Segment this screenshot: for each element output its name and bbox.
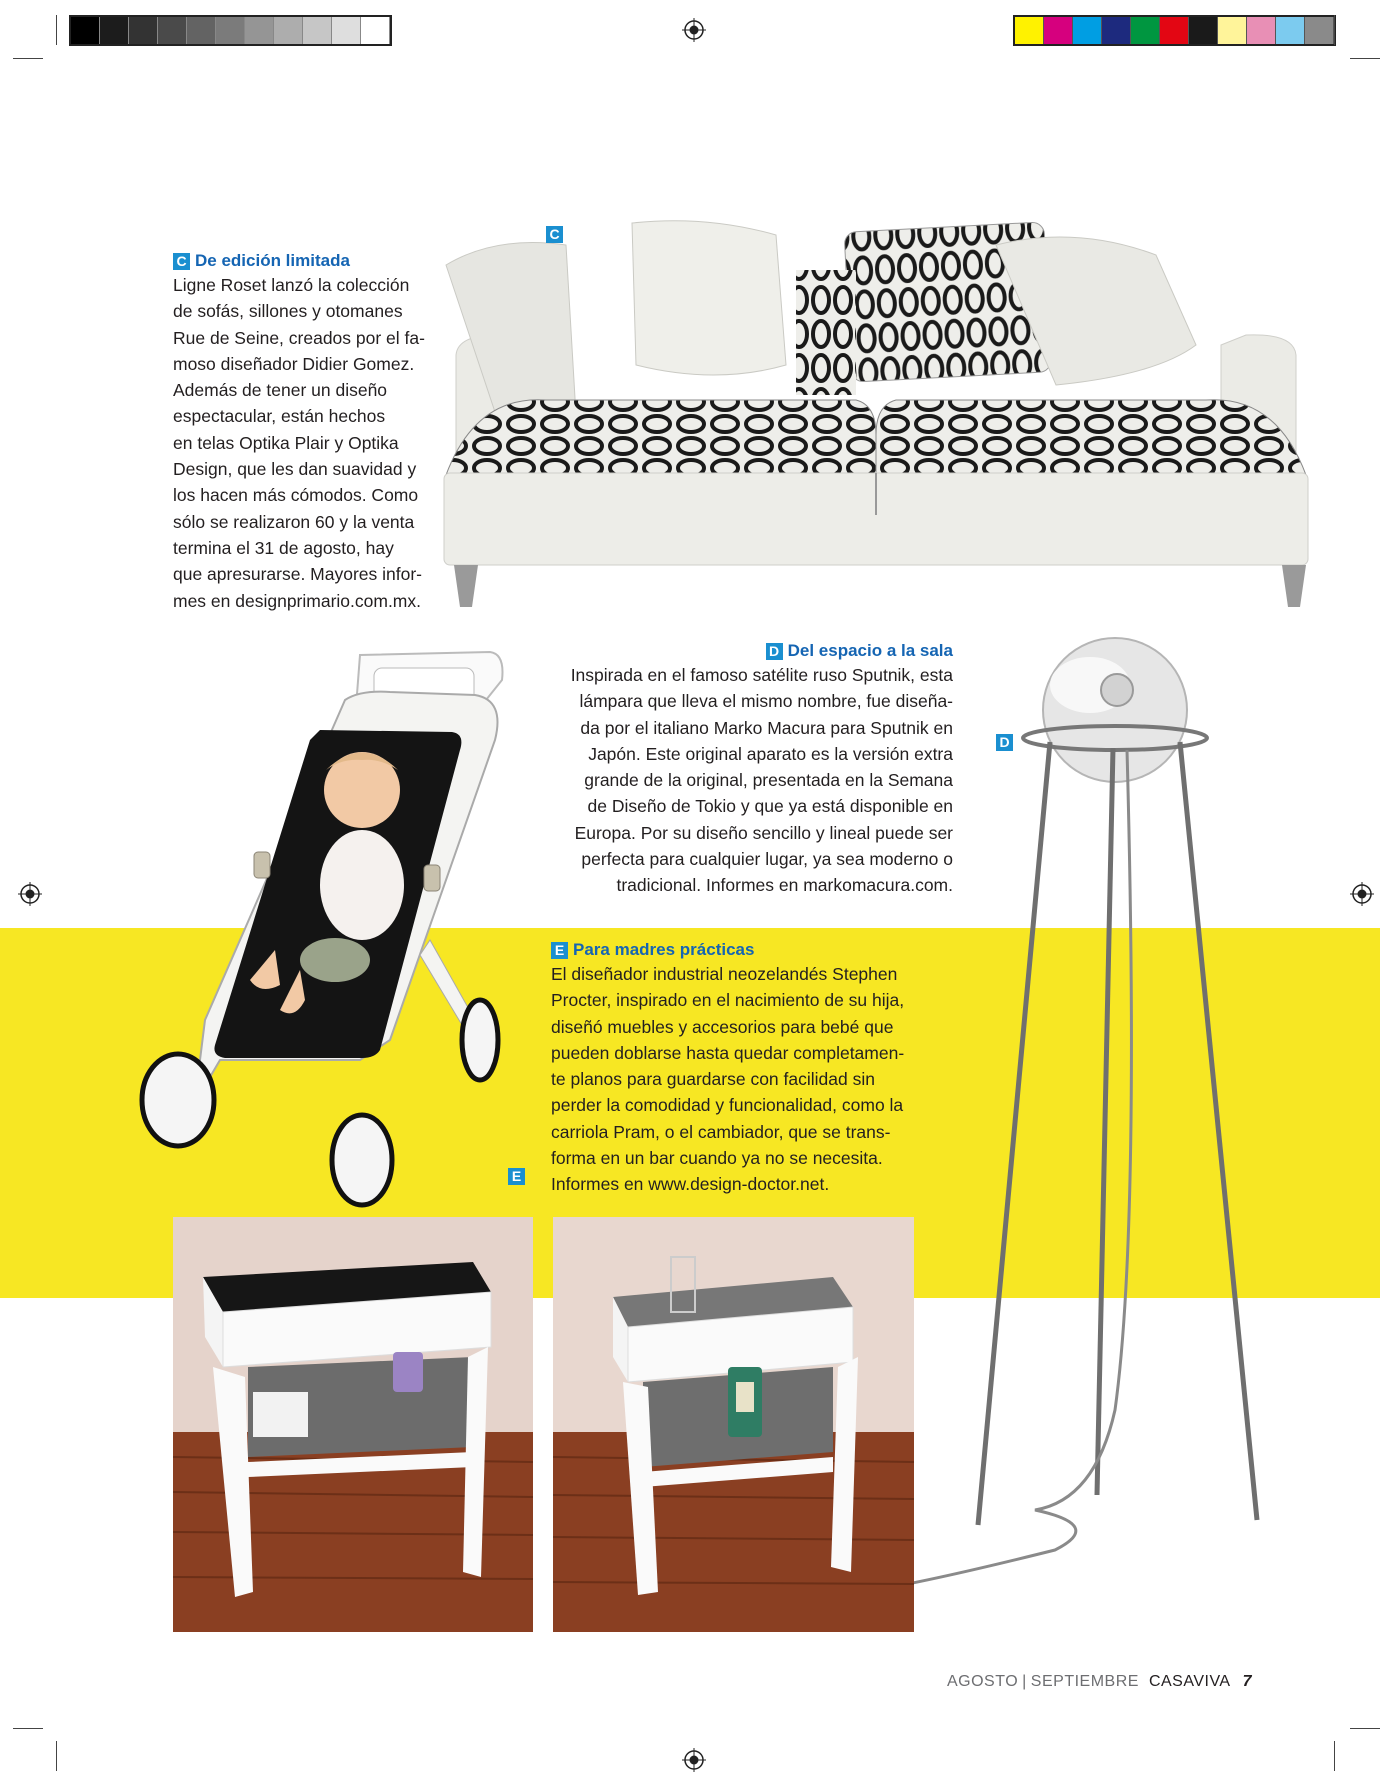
text-line: termina el 31 de agosto, hay	[173, 537, 394, 558]
crop-mark	[1350, 1728, 1380, 1729]
color-swatch	[1189, 17, 1218, 44]
text-line: El diseñador industrial neozelandés Stephen	[551, 964, 898, 984]
section-d-title: Del espacio a la sala	[787, 641, 953, 660]
text-line: Europa. Por su diseño sencillo y lineal puede ser	[574, 822, 953, 843]
badge-e-icon: E	[551, 942, 568, 959]
crop-mark	[13, 1728, 43, 1729]
bar-table-photo	[553, 1217, 914, 1632]
color-swatch	[1160, 17, 1189, 44]
text-line: moso diseñador Didier Gomez.	[173, 353, 415, 374]
color-swatch	[1073, 17, 1102, 44]
section-e-body	[551, 961, 931, 1198]
changing-table-photo	[173, 1217, 533, 1632]
text-line: de sofás, sillones y otomanes	[173, 301, 403, 322]
color-swatch	[332, 17, 361, 44]
footer-magazine-name: CASAVIVA	[1148, 1673, 1231, 1690]
section-d-heading	[535, 640, 953, 662]
section-e-title: Para madres prácticas	[573, 940, 755, 959]
stroller-photo	[130, 640, 510, 1210]
color-swatch	[1218, 17, 1247, 44]
text-line: tradicional. Informes en markomacura.com.	[616, 875, 953, 896]
badge-e-icon: E	[508, 1168, 525, 1185]
color-swatch	[245, 17, 274, 44]
color-swatch	[274, 17, 303, 44]
color-swatch	[158, 17, 187, 44]
color-calibration-bar	[1013, 15, 1336, 46]
color-swatch	[1247, 17, 1276, 44]
registration-mark-icon	[18, 882, 42, 906]
footer-separator: |	[1022, 1673, 1027, 1690]
text-line: Procter, inspirado en el nacimiento de su hija,	[551, 990, 905, 1011]
sofa-photo	[436, 215, 1316, 630]
grayscale-calibration-bar	[69, 15, 392, 46]
text-line: perder la comodidad y funcionalidad, como la	[551, 1095, 904, 1116]
color-swatch	[1015, 17, 1044, 44]
text-line: Design, que les dan suavidad y	[173, 459, 417, 480]
color-swatch	[187, 17, 216, 44]
photo-label-d	[996, 734, 1013, 752]
text-line: forma en un bar cuando ya no se necesita.	[551, 1148, 883, 1169]
color-swatch	[303, 17, 332, 44]
text-line: en telas Optika Plair y Optika	[173, 432, 399, 453]
color-swatch	[361, 17, 390, 44]
color-swatch	[216, 17, 245, 44]
sputnik-lamp-photo	[895, 630, 1275, 1600]
text-line: los hacen más cómodos. Como	[173, 485, 419, 506]
photo-label-c	[546, 226, 563, 244]
section-c-article	[173, 250, 433, 614]
text-line: pueden doblarse hasta quedar completamen-	[551, 1042, 905, 1063]
registration-mark-icon	[1350, 882, 1374, 906]
text-line: perfecta para cualquier lugar, ya sea moderno o	[581, 849, 953, 870]
text-line: Inspirada en el famoso satélite ruso Sputnik, esta	[570, 665, 953, 685]
section-e-article	[551, 939, 931, 1198]
color-swatch	[1044, 17, 1073, 44]
text-line: te planos para guardarse con facilidad sin	[551, 1069, 875, 1090]
text-line: lámpara que lleva el mismo nombre, fue diseña-	[579, 691, 953, 712]
text-line: Rue de Seine, creados por el fa-	[173, 327, 425, 348]
section-c-heading	[173, 250, 433, 272]
badge-c-icon: C	[173, 253, 190, 270]
text-line: Japón. Este original aparato es la versión extra	[588, 743, 953, 764]
color-swatch	[1102, 17, 1131, 44]
text-line: Informes en www.design-doctor.net.	[551, 1174, 830, 1195]
page-number: 7	[1242, 1673, 1252, 1690]
color-swatch	[71, 17, 100, 44]
section-c-title: De edición limitada	[195, 251, 350, 270]
crop-mark	[1350, 58, 1380, 59]
photo-label-e	[508, 1168, 525, 1186]
section-e-heading	[551, 939, 931, 961]
text-line: grande de la original, presentada en la Semana	[584, 770, 953, 791]
text-line: de Diseño de Tokio y que ya está disponible en	[587, 796, 953, 817]
registration-mark-icon	[682, 1748, 706, 1772]
page-footer	[947, 1673, 1252, 1691]
section-c-body	[173, 272, 433, 614]
text-line: mes en designprimario.com.mx.	[173, 590, 421, 611]
color-swatch	[100, 17, 129, 44]
text-line: Ligne Roset lanzó la colección	[173, 275, 410, 295]
crop-mark	[1334, 15, 1335, 45]
text-line: carriola Pram, o el cambiador, que se trans-	[551, 1121, 891, 1142]
badge-d-icon: D	[996, 734, 1013, 751]
color-swatch	[129, 17, 158, 44]
crop-mark	[56, 1741, 57, 1771]
badge-c-icon: C	[546, 226, 563, 243]
color-swatch	[1276, 17, 1305, 44]
footer-month-b: SEPTIEMBRE	[1030, 1673, 1139, 1690]
text-line: da por el italiano Marko Macura para Sputnik en	[580, 717, 953, 738]
color-swatch	[1131, 17, 1160, 44]
text-line: sólo se realizaron 60 y la venta	[173, 511, 415, 532]
crop-mark	[1334, 1741, 1335, 1771]
text-line: Además de tener un diseño	[173, 380, 388, 401]
badge-d-icon: D	[766, 643, 783, 660]
color-swatch	[1305, 17, 1334, 44]
text-line: espectacular, están hechos	[173, 406, 386, 427]
section-d-article	[535, 640, 953, 899]
footer-month-a: AGOSTO	[946, 1673, 1019, 1690]
crop-mark	[56, 15, 57, 45]
crop-mark	[13, 58, 43, 59]
text-line: que apresurarse. Mayores infor-	[173, 564, 422, 585]
registration-mark-icon	[682, 18, 706, 42]
text-line: diseñó muebles y accesorios para bebé que	[551, 1016, 894, 1037]
section-d-body	[535, 662, 953, 899]
